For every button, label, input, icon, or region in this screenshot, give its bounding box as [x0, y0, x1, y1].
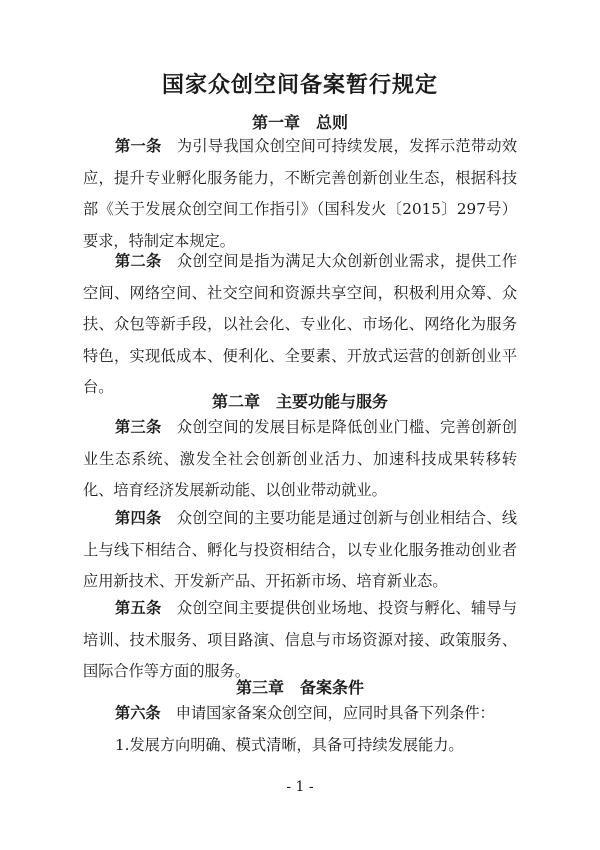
article-text: 众创空间的发展目标是降低创业门槛、完善创新创业生态系统、激发全社会创新创业活力、加速科技成果转移转化、培育经济发展新动能、以创业带动就业。	[83, 418, 518, 500]
chapter-label: 第一章	[251, 113, 300, 132]
article-label: 第四条	[115, 509, 162, 527]
article-label: 第六条	[115, 704, 161, 722]
article-text: 众创空间是指为满足大众创新创业需求，提供工作空间、网络空间、社交空间和资源共享空间，积极利用众筹、众扶、众包等新手段，以社会化、专业化、市场化、网络化为服务特色，实现低成本、便利化、全要素、开放式运营的创新创业平台。	[83, 252, 518, 397]
condition-item-1	[83, 730, 517, 762]
article-6	[83, 698, 517, 730]
article-text: 众创空间主要提供创业场地、投资与孵化、辅导与培训、技术服务、项目路演、信息与市场资源对接、政策服务、国际合作等方面的服务。	[83, 599, 518, 681]
chapter-label: 第三章	[235, 678, 284, 697]
condition-text: 1.发展方向明确、模式清晰，具备可持续发展能力。	[115, 736, 464, 754]
article-label: 第五条	[115, 599, 162, 617]
chapter-title: 主要功能与服务	[276, 392, 389, 411]
article-3	[83, 412, 517, 507]
chapter-title: 总则	[316, 113, 349, 132]
article-label: 第一条	[115, 137, 162, 155]
article-text: 为引导我国众创空间可持续发展，发挥示范带动效应，提升专业孵化服务能力，不断完善创新创业生态，根据科技部《关于发展众创空间工作指引》（国科发火〔2015〕297号）要求，特制定本规定。	[83, 137, 518, 250]
article-text: 众创空间的主要功能是通过创新与创业相结合、线上与线下相结合、孵化与投资相结合，以专业化服务推动创业者应用新技术、开发新产品、开拓新市场、培育新业态。	[83, 509, 518, 591]
article-5	[83, 593, 517, 688]
article-2	[83, 246, 517, 404]
page-number: - 1 -	[286, 779, 314, 795]
chapter-heading-3	[0, 677, 600, 699]
chapter-title: 备案条件	[300, 678, 365, 697]
article-label: 第三条	[115, 418, 162, 436]
article-text: 申请国家备案众创空间，应同时具备下列条件：	[175, 704, 495, 722]
chapter-heading-2	[0, 391, 600, 413]
article-4	[83, 503, 517, 598]
document-title: 国家众创空间备案暂行规定	[161, 73, 438, 98]
chapter-label: 第二章	[211, 392, 260, 411]
article-label: 第二条	[115, 252, 162, 270]
article-1	[83, 131, 517, 257]
